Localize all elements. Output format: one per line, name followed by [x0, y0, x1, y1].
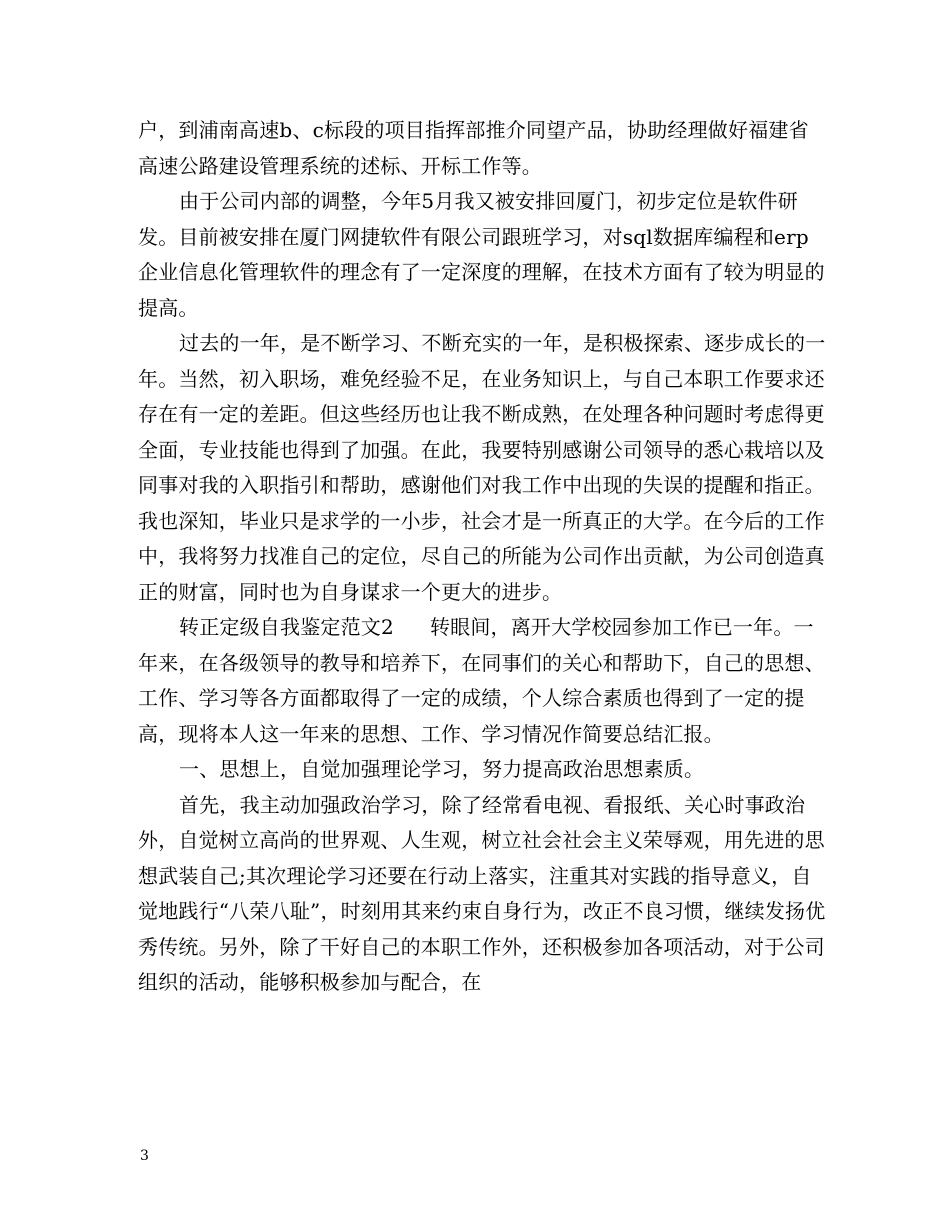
paragraph-5: 一、思想上，自觉加强理论学习，努力提高政治思想素质。	[179, 757, 705, 781]
section-heading: 转正定级自我鉴定范文2	[179, 615, 394, 639]
page-number: 3	[140, 1148, 149, 1164]
paragraph-1: 户，到浦南高速b、c标段的项目指挥部推介同望产品，协助经理做好福建省高速公路建设管理系统的述标、开标工作等。	[138, 118, 809, 178]
paragraph-3: 过去的一年，是不断学习、不断充实的一年，是积极探索、逐步成长的一年。当然，初入职场，难免经验不足，在业务知识上，与自己本职工作要求还存在有一定的差距。但这些经历也让我不断成熟，在处理各种问题时考虑得更全面，专业技能也得到了加强。在此，我要特别感谢公司领导的悉心栽培以及同事对我的入职指引和帮助，感谢他们对我工作中出现的失误的提醒和指正。我也深知，毕业只是求学的一小步，社会才是一所真正的大学。在今后的工作中，我将努力找准自己的定位，尽自己的所能为公司作出贡献，为公司创造真正的财富，同时也为自身谋求一个更大的进步。	[138, 331, 826, 604]
paragraph-2: 由于公司内部的调整，今年5月我又被安排回厦门，初步定位是软件研发。目前被安排在厦门网捷软件有限公司跟班学习，对sql数据库编程和erp企业信息化管理软件的理念有了一定深度的理解，在技术方面有了较为明显的提高。	[138, 189, 825, 320]
document-body	[138, 113, 828, 1001]
paragraph-4-text: 转眼间，离开大学校园参加工作已一年。一年来，在各级领导的教导和培养下，在同事们的关心和帮助下，自己的思想、工作、学习等各方面都取得了一定的成绩，个人综合素质也得到了一定的提高，现将本人这一年来的思想、工作、学习情况作简要总结汇报。	[138, 615, 825, 746]
paragraph-6: 首先，我主动加强政治学习，除了经常看电视、看报纸、关心时事政治外，自觉树立高尚的世界观、人生观，树立社会社会主义荣辱观，用先进的思想武装自己;其次理论学习还要在行动上落实，注重其对实践的指导意义，自觉地践行“八荣八耻”，时刻用其来约束自身行为，改正不良习惯，继续发扬优秀传统。另外，除了干好自己的本职工作外，还积极参加各项活动，对于公司组织的活动，能够积极参加与配合，在	[138, 792, 826, 994]
paragraph-4	[138, 610, 828, 752]
